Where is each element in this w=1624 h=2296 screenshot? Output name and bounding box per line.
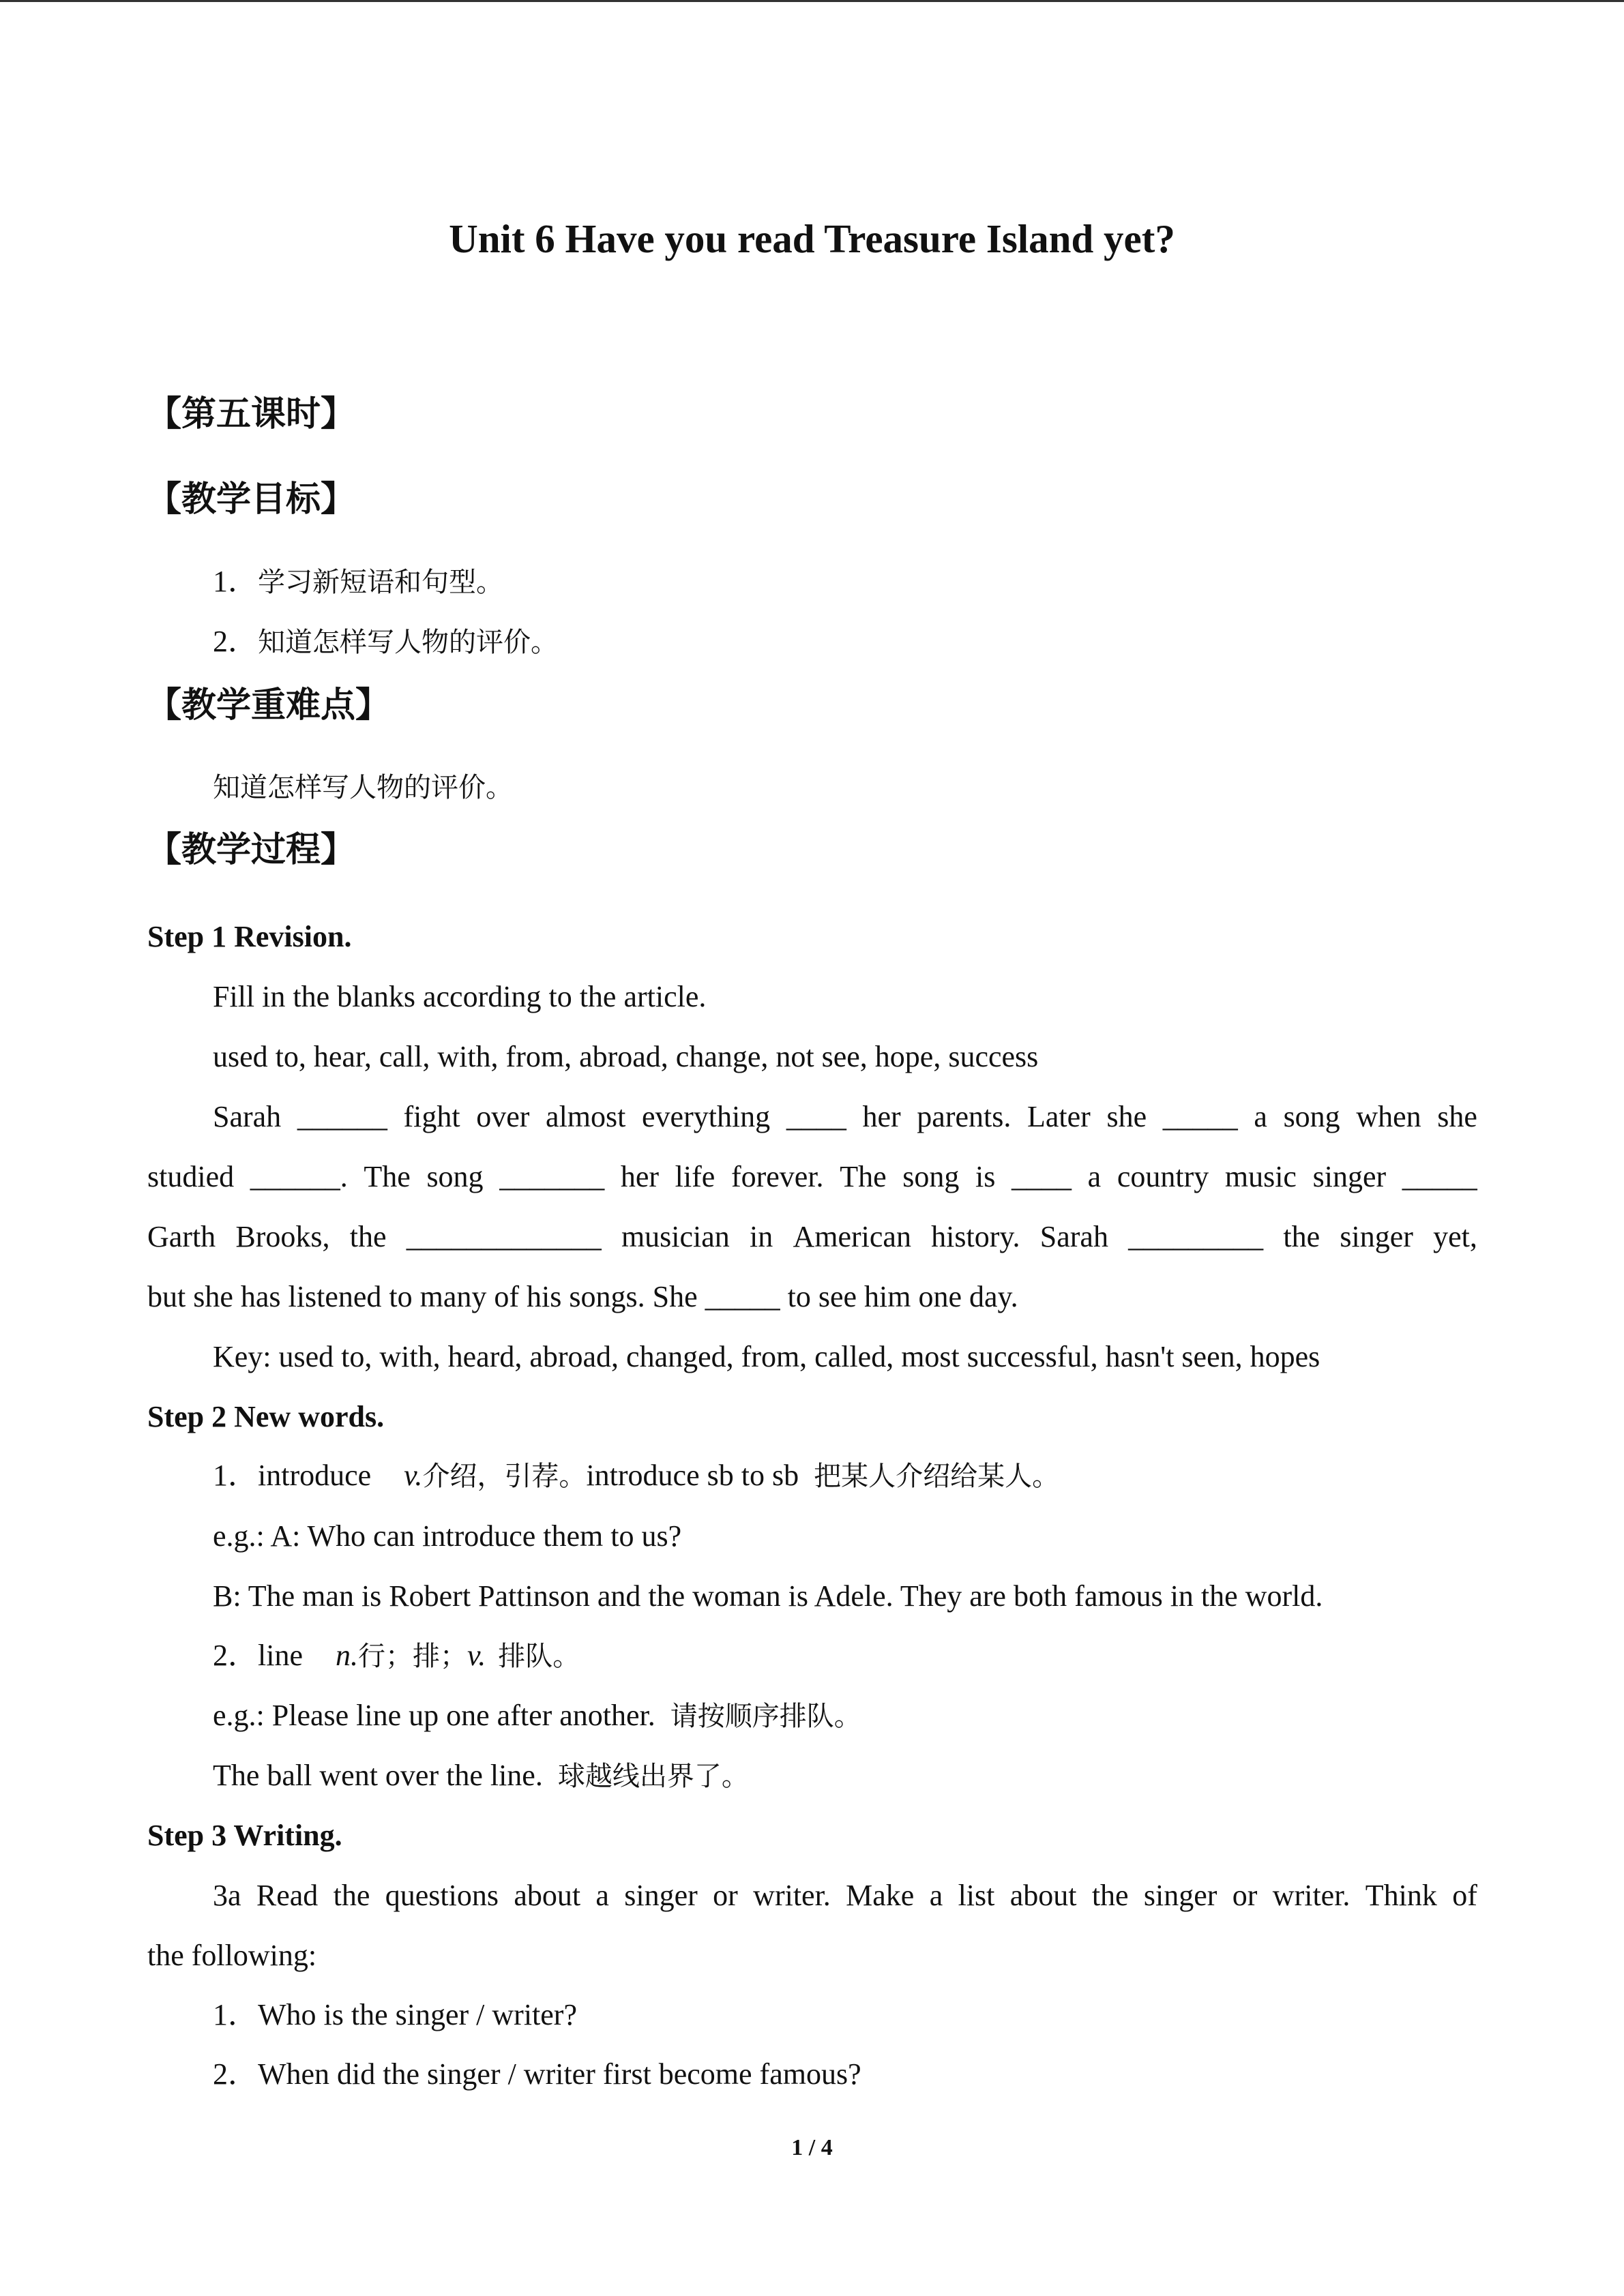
word: Garth xyxy=(147,1220,216,1253)
word: or xyxy=(1232,1879,1258,1912)
word: ____ xyxy=(1012,1160,1072,1193)
vocab-phrase-meaning: 把某人介绍给某人。 xyxy=(814,1461,1060,1492)
objective-number: 1． xyxy=(213,565,258,598)
word: her xyxy=(862,1100,901,1133)
word: about xyxy=(514,1879,581,1912)
vocab-pos: n. xyxy=(335,1639,358,1672)
word: about xyxy=(1009,1879,1077,1912)
word: Sarah xyxy=(213,1100,282,1133)
word: when xyxy=(1356,1100,1421,1133)
word: of xyxy=(1452,1879,1477,1912)
word: The xyxy=(364,1160,411,1193)
word: _____________ xyxy=(406,1220,602,1253)
vocab-meaning: 行；排； xyxy=(357,1641,467,1672)
objective-text: 学习新短语和句型。 xyxy=(258,567,503,598)
word: parents. xyxy=(917,1100,1012,1133)
word: _____ xyxy=(1162,1100,1238,1133)
word: a xyxy=(1087,1160,1102,1193)
word: singer xyxy=(624,1879,698,1912)
heading-lesson: 【第五课时】 xyxy=(147,394,356,434)
word: the xyxy=(349,1220,387,1253)
passage-line xyxy=(147,1157,1477,1197)
example-sentence xyxy=(213,1755,749,1797)
word: a xyxy=(1254,1100,1267,1133)
vocab-number: 1． xyxy=(213,1459,258,1492)
word: _________ xyxy=(1128,1220,1264,1253)
word: almost xyxy=(546,1100,626,1133)
word: she xyxy=(1437,1100,1477,1133)
word: ______ xyxy=(297,1100,387,1133)
vocab-meaning: 排队。 xyxy=(498,1641,580,1672)
question-text: When did the singer / writer first become famous? xyxy=(258,2057,861,2091)
passage-line xyxy=(213,1097,1477,1137)
word: singer xyxy=(1340,1220,1413,1253)
word: writer. xyxy=(1272,1879,1350,1912)
word: Sarah xyxy=(1039,1220,1108,1253)
word: music xyxy=(1224,1160,1297,1193)
vocab-word: introduce xyxy=(258,1459,372,1492)
example-sentence: e.g.: A: Who can introduce them to us? xyxy=(213,1519,682,1553)
word: studied xyxy=(147,1160,235,1193)
vocab-item-line xyxy=(213,1635,580,1677)
word: singer xyxy=(1312,1160,1387,1193)
word: Later xyxy=(1027,1100,1091,1133)
word: song xyxy=(426,1160,484,1193)
objective-item xyxy=(213,621,558,663)
word: the xyxy=(1091,1879,1129,1912)
word: yet, xyxy=(1433,1220,1477,1253)
page-title: Unit 6 Have you read Treasure Island yet? xyxy=(449,216,1175,261)
word: 3a xyxy=(213,1879,241,1912)
word: Think xyxy=(1365,1879,1437,1912)
word: Read xyxy=(256,1879,319,1912)
heading-objectives: 【教学目标】 xyxy=(147,479,356,520)
example-sentence: B: The man is Robert Pattinson and the woman is Adele. They are both famous in the world. xyxy=(213,1579,1323,1613)
vocab-number: 2． xyxy=(213,1639,258,1672)
word: the xyxy=(1283,1220,1320,1253)
step1-answer-key: Key: used to, with, heard, abroad, changed, from, called, most successful, hasn't seen, hopes xyxy=(213,1340,1320,1373)
step3-title: Step 3 Writing. xyxy=(147,1819,342,1852)
word: everything xyxy=(642,1100,771,1133)
question-text: Who is the singer / writer? xyxy=(258,1998,577,2031)
step3-intro xyxy=(213,1875,1477,1916)
word: the xyxy=(333,1879,370,1912)
writing-question xyxy=(213,2054,861,2095)
word: _____ xyxy=(1402,1160,1477,1193)
word: American xyxy=(793,1220,911,1253)
top-border xyxy=(0,0,1624,2)
vocab-pos: v. xyxy=(404,1459,423,1492)
word: Brooks, xyxy=(235,1220,330,1253)
question-number: 2． xyxy=(213,2057,258,2091)
example-english: e.g.: Please line up one after another. xyxy=(213,1699,655,1732)
word: ______. xyxy=(250,1160,348,1193)
word: in xyxy=(750,1220,773,1253)
word: her xyxy=(620,1160,660,1193)
word: she xyxy=(1106,1100,1147,1133)
key-point-text: 知道怎样写人物的评价。 xyxy=(213,772,513,803)
writing-question xyxy=(213,1995,577,2036)
word: a xyxy=(595,1879,609,1912)
step2-title: Step 2 New words. xyxy=(147,1400,385,1433)
vocab-phrase: introduce sb to sb xyxy=(586,1459,799,1492)
vocab-item-introduce xyxy=(213,1455,1059,1497)
word: is xyxy=(975,1160,996,1193)
objective-text: 知道怎样写人物的评价。 xyxy=(258,627,558,658)
example-sentence xyxy=(213,1695,861,1737)
word: life xyxy=(675,1160,715,1193)
word: singer xyxy=(1143,1879,1217,1912)
step1-title: Step 1 Revision. xyxy=(147,920,352,953)
step1-instruction: Fill in the blanks according to the article. xyxy=(213,980,707,1013)
word: writer. xyxy=(753,1879,831,1912)
step3-intro: the following: xyxy=(147,1939,317,1972)
heading-key-points: 【教学重难点】 xyxy=(147,685,391,726)
word: musician xyxy=(621,1220,730,1253)
word: or xyxy=(713,1879,738,1912)
word: country xyxy=(1117,1160,1209,1193)
vocab-meaning: 介绍，引荐。 xyxy=(422,1461,587,1492)
word: over xyxy=(476,1100,530,1133)
word: The xyxy=(840,1160,887,1193)
word: song xyxy=(1283,1100,1340,1133)
step1-word-bank: used to, hear, call, with, from, abroad, change, not see, hope, success xyxy=(213,1040,1039,1073)
example-chinese: 球越线出界了。 xyxy=(557,1761,749,1792)
word: forever. xyxy=(730,1160,824,1193)
word: song xyxy=(902,1160,960,1193)
objective-item xyxy=(213,561,503,603)
vocab-word: line xyxy=(258,1639,303,1672)
word: ____ xyxy=(786,1100,846,1133)
example-english: The ball went over the line. xyxy=(213,1759,543,1792)
example-chinese: 请按顺序排队。 xyxy=(670,1701,861,1732)
page-number: 1 / 4 xyxy=(791,2135,833,2160)
word: _______ xyxy=(499,1160,605,1193)
word: history. xyxy=(931,1220,1020,1253)
question-number: 1． xyxy=(213,1998,258,2031)
word: list xyxy=(958,1879,995,1912)
vocab-pos: v. xyxy=(467,1639,486,1672)
passage-line: but she has listened to many of his songs. She _____ to see him one day. xyxy=(147,1280,1018,1313)
word: Make xyxy=(846,1879,915,1912)
objective-number: 2． xyxy=(213,625,258,658)
passage-line xyxy=(147,1217,1477,1257)
word: fight xyxy=(403,1100,460,1133)
heading-process: 【教学过程】 xyxy=(147,830,356,870)
word: a xyxy=(929,1879,943,1912)
word: questions xyxy=(385,1879,499,1912)
